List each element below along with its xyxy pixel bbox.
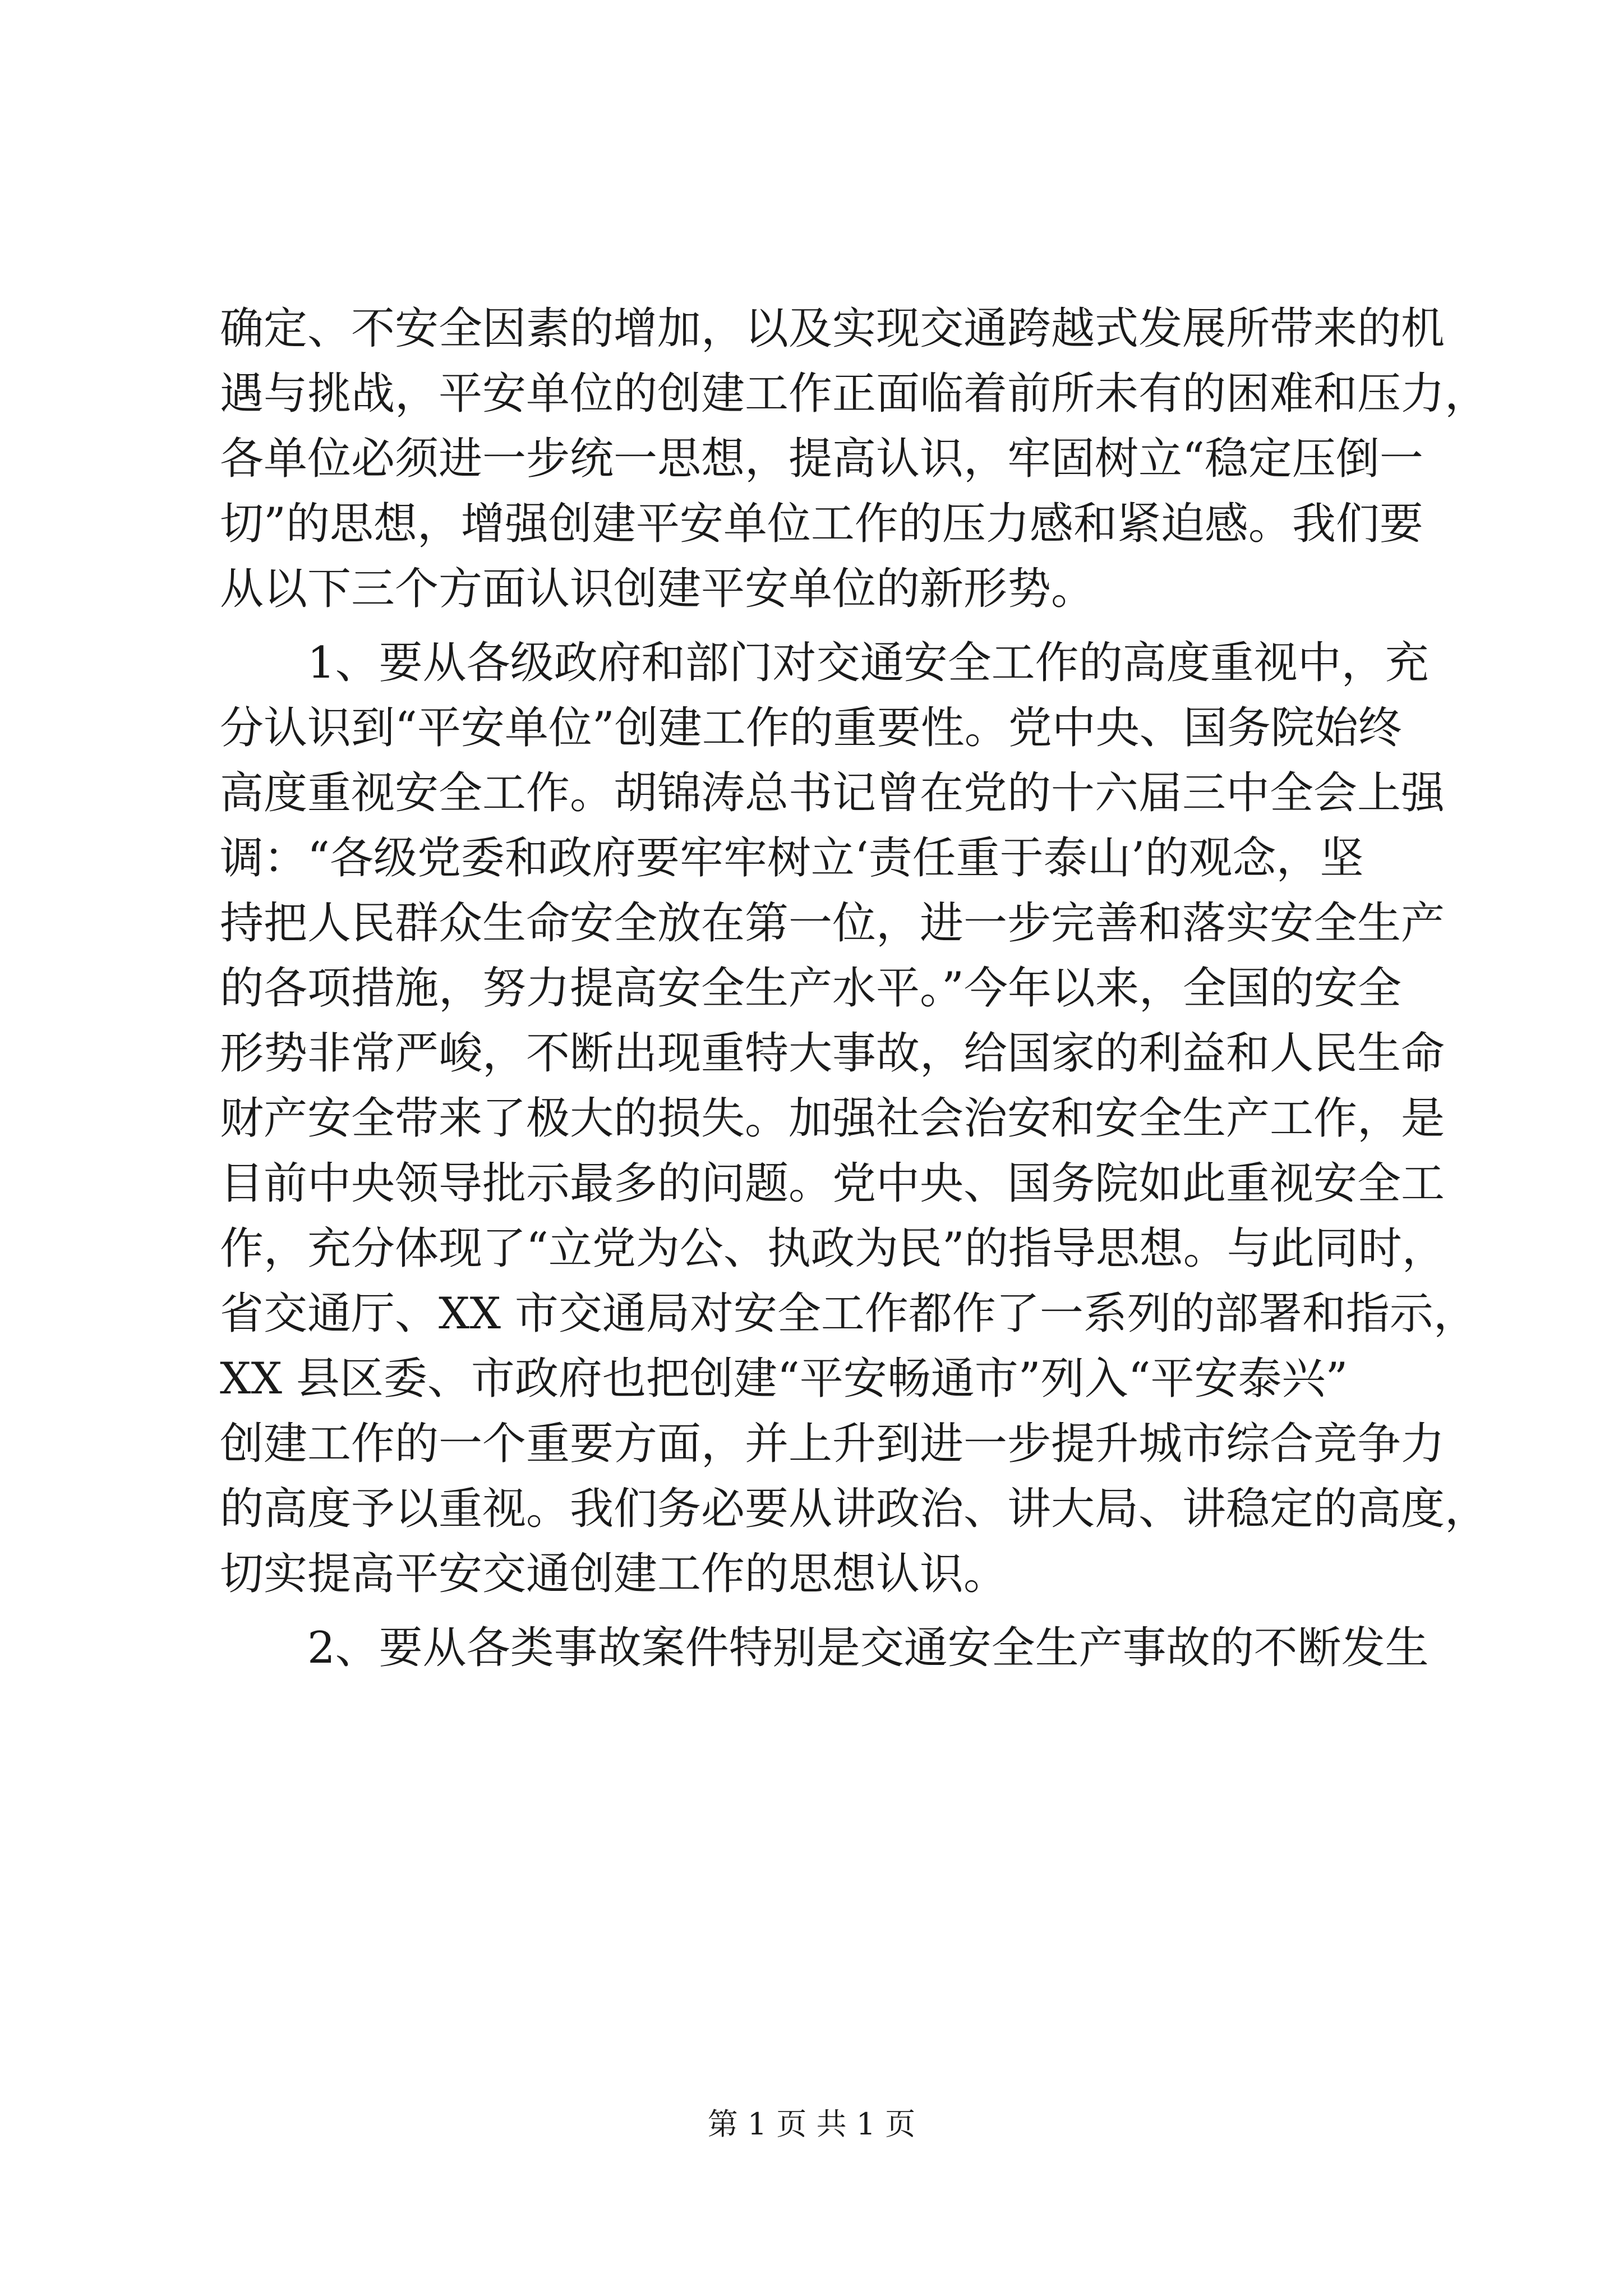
text-line: 遇与挑战，平安单位的创建工作正面临着前所未有的困难和压力， [220, 369, 1489, 419]
text-line: 作，充分体现了“立党为公、执政为民”的指导思想。与此同时， [220, 1223, 1446, 1274]
text-line: XX 县区委、市政府也把创建“平安畅通市”列入“平安泰兴” [220, 1354, 1348, 1404]
text-line: 从以下三个方面认识创建平安单位的新形势。 [220, 564, 1095, 614]
text-line: 分认识到“平安单位”创建工作的重要性。党中央、国务院始终 [220, 703, 1402, 753]
text-line: 2、要从各类事故案件特别是交通安全生产事故的不断发生 [307, 1623, 1429, 1673]
text-line: 调：“各级党委和政府要牢牢树立‘责任重于泰山’的观念，坚 [220, 833, 1364, 884]
text-line: 切实提高平安交通创建工作的思想认识。 [220, 1549, 1008, 1599]
body-text [220, 296, 1489, 1681]
text-line: 目前中央领导批示最多的问题。党中央、国务院如此重视安全工 [220, 1158, 1445, 1209]
text-line: 1、要从各级政府和部门对交通安全工作的高度重视中，充 [307, 638, 1429, 688]
page-footer [0, 2105, 1623, 2144]
text-line: 财产安全带来了极大的损失。加强社会治安和安全生产工作，是 [220, 1093, 1445, 1144]
paragraph-gap [220, 1607, 1431, 1616]
text-line: 持把人民群众生命安全放在第一位，进一步完善和落实安全生产 [220, 898, 1445, 949]
text-line: 省交通厅、XX 市交通局对安全工作都作了一系列的部署和指示， [220, 1289, 1477, 1339]
text-line: 确定、不安全因素的增加，以及实现交通跨越式发展所带来的机 [220, 303, 1445, 354]
paragraph-gap [220, 622, 1431, 631]
text-line: 的高度予以重视。我们务必要从讲政治、讲大局、讲稳定的高度， [220, 1484, 1489, 1534]
text-line: 形势非常严峻，不断出现重特大事故，给国家的利益和人民生命 [220, 1028, 1445, 1079]
page-number-label: 第 1 页 共 1 页 [707, 2106, 916, 2142]
text-line: 切”的思想，增强创建平安单位工作的压力感和紧迫感。我们要 [220, 499, 1423, 549]
text-line: 创建工作的一个重要方面，并上升到进一步提升城市综合竞争力 [220, 1419, 1445, 1469]
text-line: 各单位必须进一步统一思想，提高认识，牢固树立“稳定压倒一 [220, 434, 1423, 484]
text-line: 的各项措施，努力提高安全生产水平。”今年以来，全国的安全 [220, 963, 1401, 1014]
text-line: 高度重视安全工作。胡锦涛总书记曾在党的十六届三中全会上强 [220, 768, 1445, 818]
